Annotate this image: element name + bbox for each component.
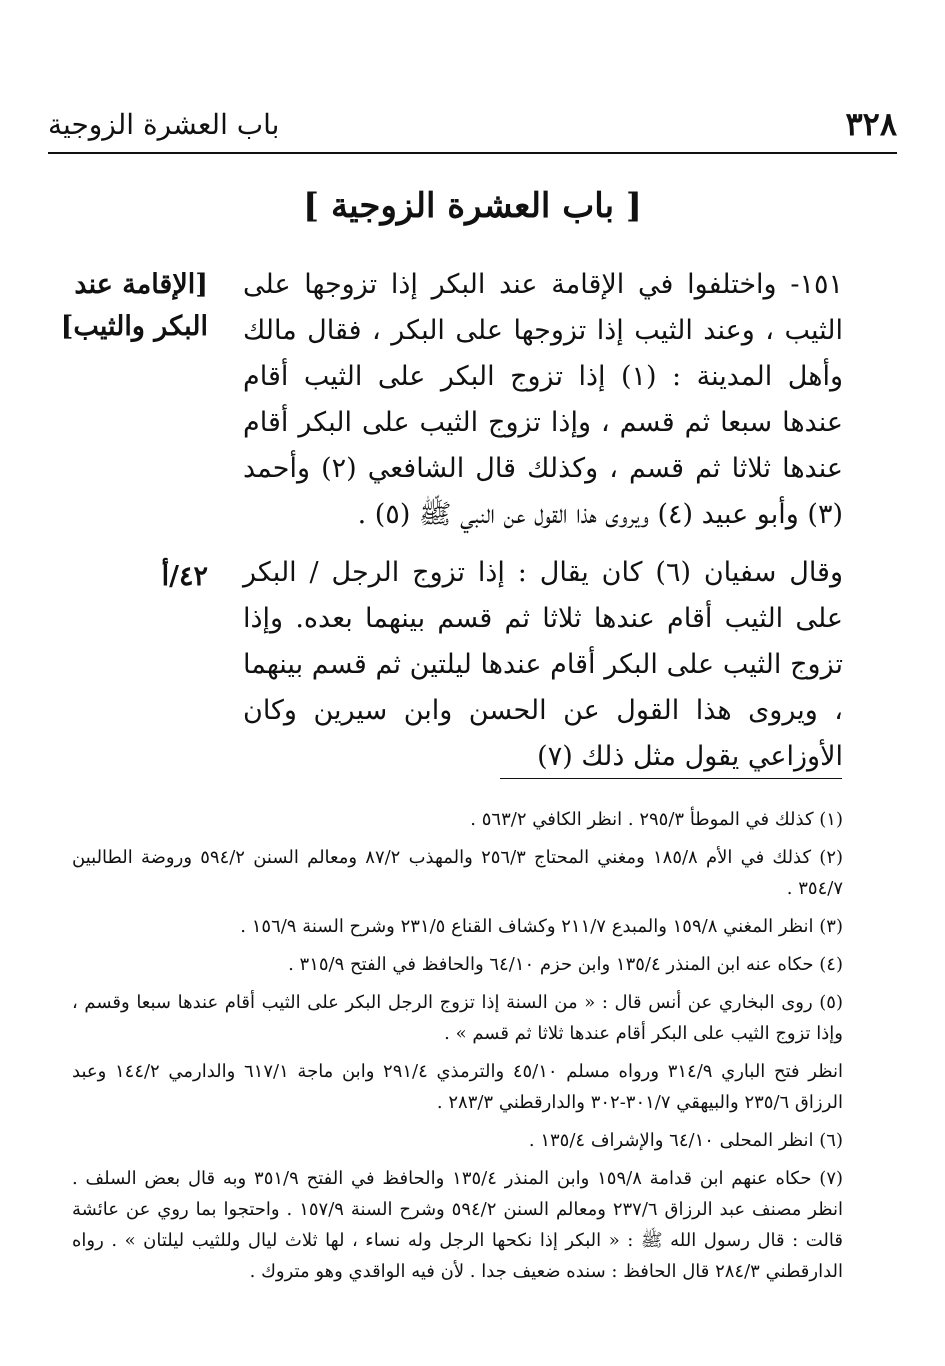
footnote-5-continued: انظر فتح الباري ٣١٤/٩ ورواه مسلم ٤٥/١٠ والترمذي ٢٩١/٤ وابن ماجة ٦١٧/١ والدارمي ١٤٤/٢ وعبد الرزاق ٢٣٥/٦ والبيهقي ٣٠١/٧-٣٠٢ والدارقطني ٢٨٣/٣ . (72, 1061, 843, 1113)
body-paragraph-1: ١٥١- واختلفوا في الإقامة عند البكر إذا تزوجها على الثيب ، وعند الثيب إذا تزوجها على البكر ، فقال مالك وأهل المدينة : (١) إذا تزوج البكر على الثيب أقام عندها سبعا ثم قسم ، وإذا تزوج الثيب على البكر أقام عندها ثلاثا ثم قسم ، وكذلك قال الشافعي (٢) وأحمد (٣) وأبو عبيد (٤) ويروى هذا القول عن النبي ﷺ (٥) . (243, 269, 843, 530)
footnote-7: (٧) حكاه عنهم ابن قدامة ١٥٩/٨ وابن المنذر ١٣٥/٤ والحافظ في الفتح ٣٥١/٩ وبه قال بعض السلف . انظر مصنف عبد الرزاق ٢٣٧/٦ ومعالم السنن ٥٩٤/٢ وشرح السنة ١٥٧/٩ . واحتجوا بما روي عن عائشة قالت : قال رسول الله ﷺ : « البكر إذا نكحها الرجل وله نساء ، لها ثلاث ليال وللثيب ليلتان » . رواه الدارقطني ٢٨٤/٣ قال الحافظ : سنده ضعيف جدا . لأن فيه الواقدي وهو متروك . (72, 1168, 844, 1282)
footnote-4: (٤) حكاه عنه ابن المنذر ١٣٥/٤ وابن حزم ٦٤/١٠ والحافظ في الفتح ٣١٥/٩ . (288, 954, 843, 975)
header-divider (48, 152, 897, 154)
margin-note-topic: [الإقامة عند البكر والثيب] (60, 269, 208, 342)
page-number: ٣٢٨ (845, 105, 897, 143)
running-head (48, 102, 897, 146)
footnotes (72, 804, 843, 1294)
footnote-2: (٢) كذلك في الأم ١٨٥/٨ ومغني المحتاج ٢٥٦/٣ والمهذب ٨٧/٢ ومعالم السنن ٥٩٤/٢ وروضة الطالبين ٣٥٤/٧ . (72, 847, 844, 899)
footnote-divider (500, 778, 842, 779)
margin-note-folio: ٤٢/أ (161, 561, 208, 592)
chapter-title: [ باب العشرة الزوجية ] (303, 186, 642, 226)
footnote-5: (٥) روى البخاري عن أنس قال : « من السنة إذا تزوج الرجل البكر على الثيب أقام عندها سبعا وقسم ، وإذا تزوج الثيب على البكر أقام عندها ثلاثا ثم قسم » . (72, 992, 843, 1044)
footnote-1: (١) كذلك في الموطأ ٢٩٥/٣ . انظر الكافي ٥٦٣/٢ . (470, 809, 843, 830)
footnote-3: (٣) انظر المغني ١٥٩/٨ والمبدع ٢١١/٧ وكشاف القناع ٢٣١/٥ وشرح السنة ١٥٦/٩ . (240, 916, 843, 937)
running-title: باب العشرة الزوجية (48, 107, 280, 141)
footnote-6: (٦) انظر المحلى ٦٤/١٠ والإشراف ١٣٥/٤ . (528, 1130, 843, 1151)
body-paragraph-2: وقال سفيان (٦) كان يقال : إذا تزوج الرجل / البكر على الثيب أقام عندها ثلاثا ثم قسم بينهما بعده. وإذا تزوج الثيب على البكر أقام عندها ليلتين ثم قسم بينهما ، ويروى هذا القول عن الحسن وابن سيرين وكان الأوزاعي يقول مثل ذلك (٧) (243, 557, 843, 772)
